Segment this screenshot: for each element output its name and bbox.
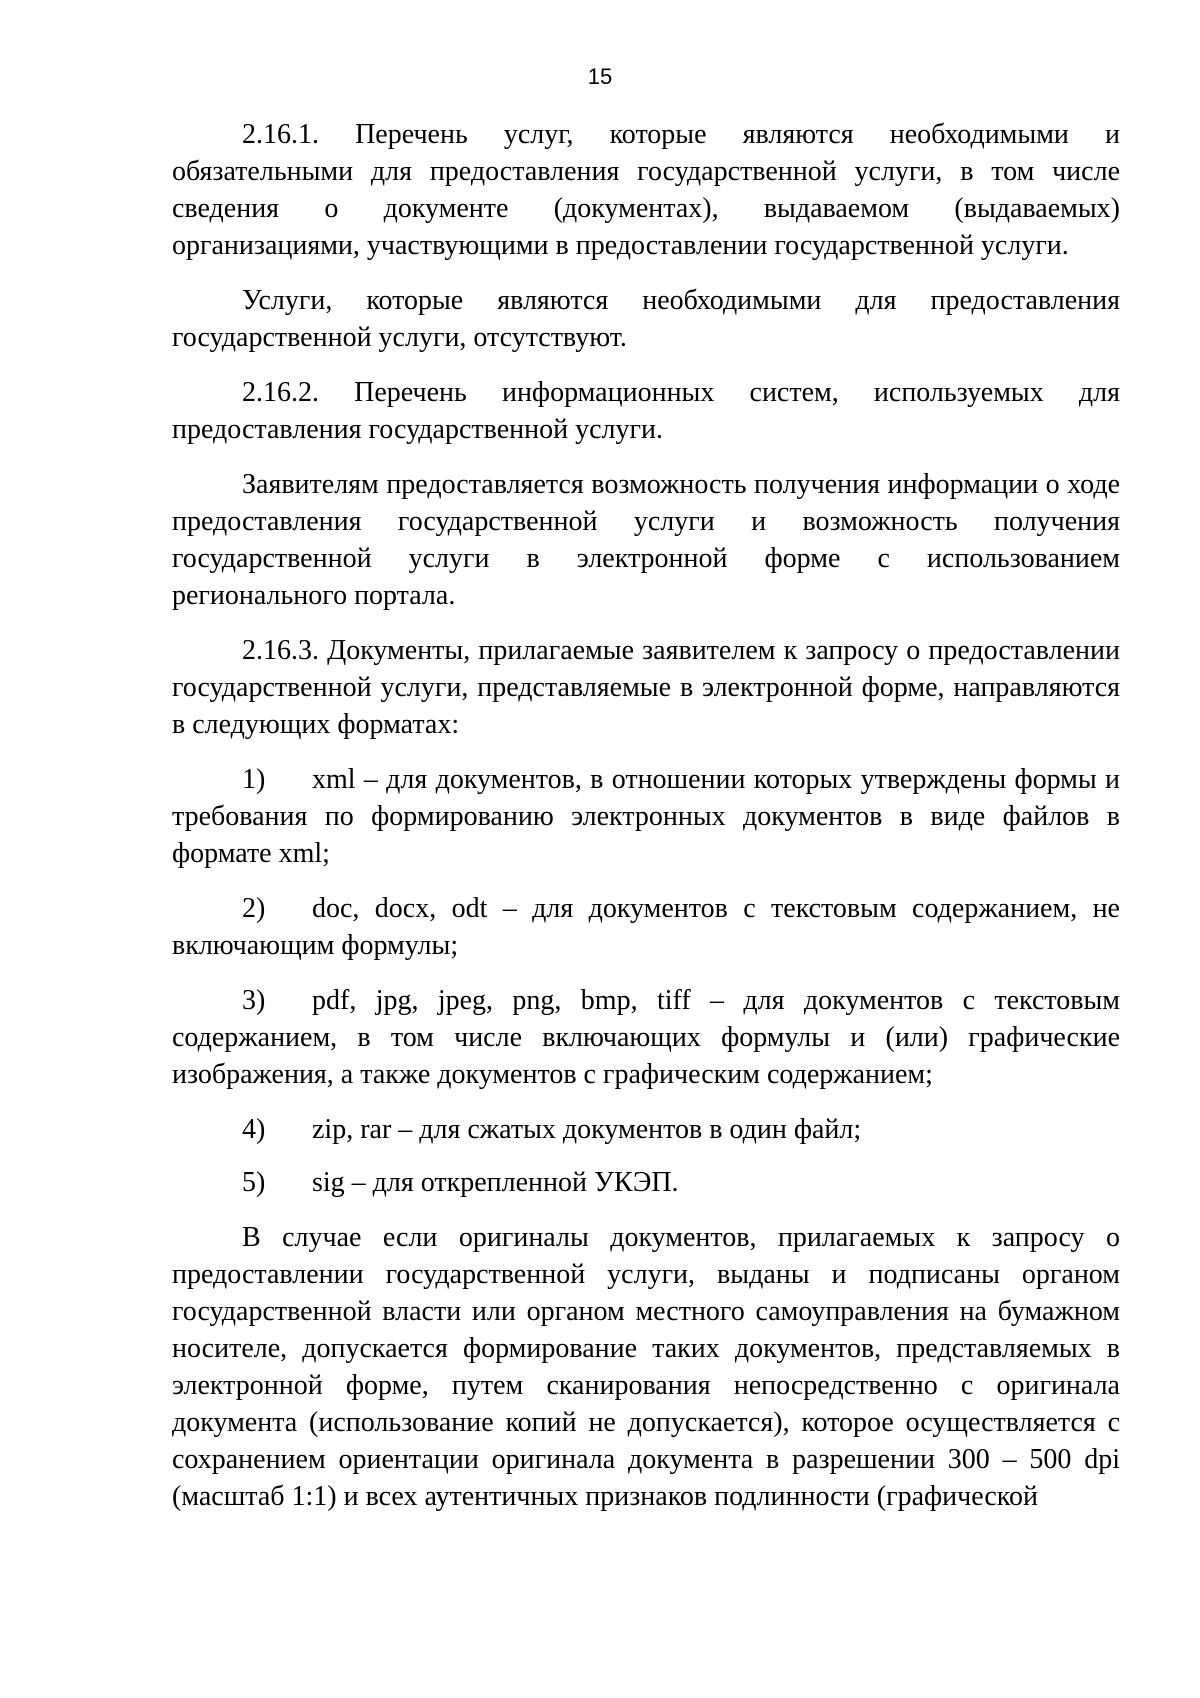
list-item-text: pdf, jpg, jpeg, png, bmp, tiff – для документов с текстовым содержанием, в том числе включающих формулы и (или) графические изображения, а также документов с графическим содержанием; xyxy=(172,985,1120,1090)
list-item xyxy=(172,890,1120,964)
paragraph-applicants-portal: Заявителям предоставляется возможность получения информации о ходе предоставления государственной услуги и возможность получения государственной услуги в электронной форме с использованием регионального портала. xyxy=(172,469,1120,611)
list-item xyxy=(172,1164,1120,1201)
list-item-text: xml – для документов, в отношении которых утверждены формы и требования по формированию электронных документов в виде файлов в формате xml; xyxy=(172,764,1120,869)
paragraph-scanning-requirements: В случае если оригиналы документов, прилагаемых к запросу о предоставлении государственной услуги, выданы и подписаны органом государственной власти или органом местного самоуправления на бумажном носителе, допускается формирование таких документов, представляемых в электронной форме, путем сканирования непосредственно с оригинала документа (использование копий не допускается), которое осуществляется с сохранением ориентации оригинала документа в разрешении 300 – 500 dpi (масштаб 1:1) и всех аутентичных признаков подлинности (графической xyxy=(172,1222,1120,1512)
list-item xyxy=(172,1111,1120,1148)
list-item-number: 1) xyxy=(242,764,266,795)
paragraph-2-16-3: 2.16.3. Документы, прилагаемые заявителем к запросу о предоставлении государственной услуги, представляемые в электронной форме, направляются в следующих форматах: xyxy=(172,635,1120,740)
list-item-text: doc, docx, odt – для документов с текстовым содержанием, не включающим формулы; xyxy=(172,893,1120,961)
list-item-number: 5) xyxy=(242,1167,266,1198)
paragraph-2-16-1: 2.16.1. Перечень услуг, которые являются необходимыми и обязательными для предоставления государственной услуги, в том числе сведения о документе (документах), выдаваемом (выдаваемых) организациями, участвующими в предоставлении государственной услуги. xyxy=(172,119,1120,261)
list-item xyxy=(172,761,1120,872)
list-item-text: zip, rar – для сжатых документов в один файл; xyxy=(312,1114,862,1145)
list-item-number: 4) xyxy=(242,1114,266,1145)
page-number: 15 xyxy=(587,64,613,89)
paragraph-services-absent: Услуги, которые являются необходимыми для предоставления государственной услуги, отсутствуют. xyxy=(172,285,1120,353)
list-item-number: 2) xyxy=(242,893,266,924)
list-item-number: 3) xyxy=(242,985,266,1016)
list-item-text: sig – для открепленной УКЭП. xyxy=(312,1167,679,1198)
paragraph-2-16-2: 2.16.2. Перечень информационных систем, используемых для предоставления государственной услуги. xyxy=(172,377,1120,445)
list-item xyxy=(172,982,1120,1093)
document-body xyxy=(172,116,1120,1533)
